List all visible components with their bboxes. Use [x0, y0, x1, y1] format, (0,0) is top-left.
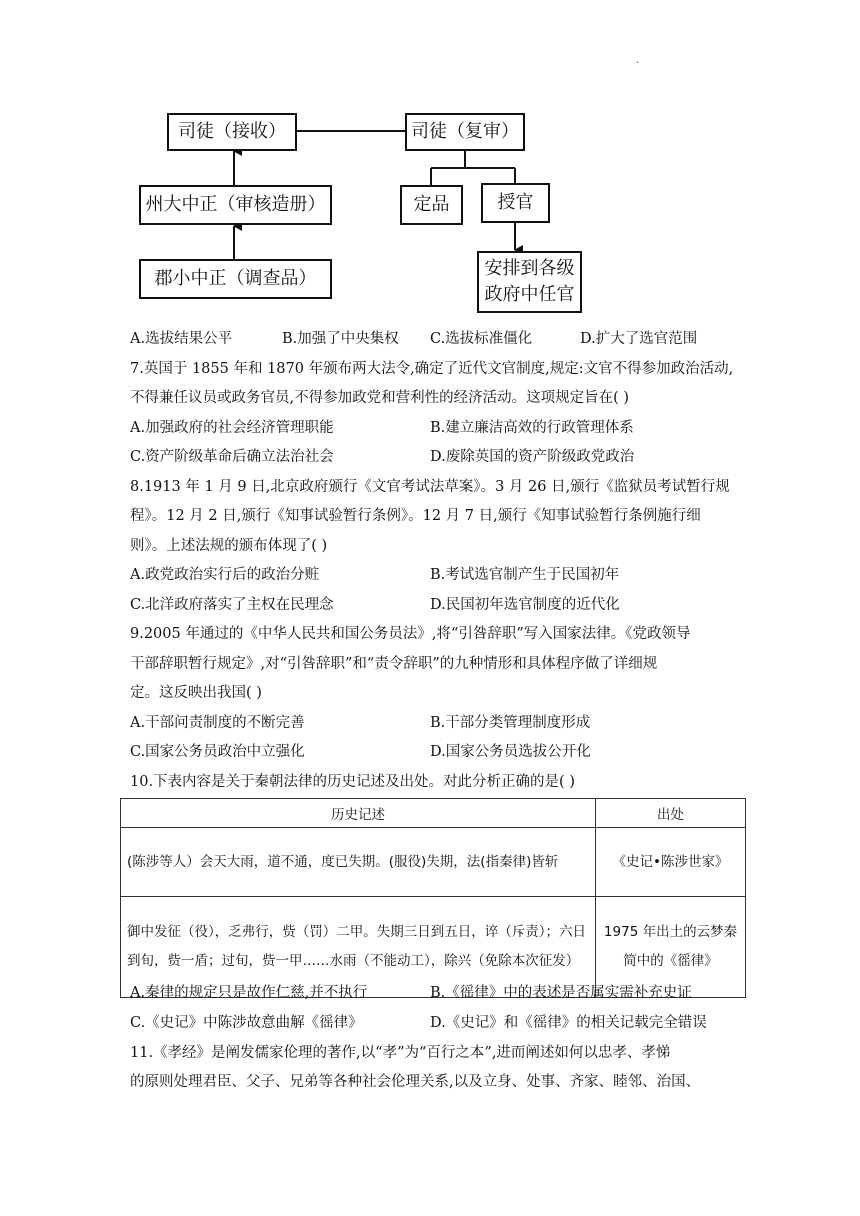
q9-option-c: C.国家公务员政治中立强化 [130, 744, 305, 760]
q8-option-b: B.考试选官制产生于民国初年 [430, 567, 620, 583]
q9-option-b: B.干部分类管理制度形成 [430, 715, 591, 731]
q8-option-a: A.政党政治实行后的政治分赃 [130, 567, 320, 583]
q8-option-c: C.北洋政府落实了主权在民理念 [130, 597, 334, 613]
q6-option-b: B.加强了中央集权 [282, 331, 399, 347]
box-jun-zhongzheng: 郡小中正（调查品） [139, 259, 332, 299]
q9-option-a: A.干部问责制度的不断完善 [130, 715, 305, 731]
q6-option-a: A.选拔结果公平 [130, 331, 233, 347]
q10-option-a: A.秦律的规定只是故作仁慈,并不执行 [130, 985, 368, 1001]
q11-stem-line1: 11.《孝经》是阐发儒家伦理的著作,以“孝”为“百行之本”,进而阐述如何以忠孝、孝悌 [130, 1045, 671, 1061]
page-mark: · [636, 58, 640, 69]
q9-option-d: D.国家公务员选拔公开化 [430, 744, 591, 760]
table-row [121, 828, 746, 897]
box-situ-receive: 司徒（接收） [167, 113, 297, 151]
table-header-source: 出处 [596, 799, 746, 828]
q10-option-b: B.《徭律》中的表述是否属实需补充史证 [430, 985, 692, 1001]
box-appoint: 安排到各级 政府中任官 [477, 251, 582, 313]
q7-stem-line1: 7.英国于 1855 年和 1870 年颁布两大法令,确定了近代文官制度,规定:文官不得参加政治活动, [130, 361, 734, 377]
box-zhou-zhongzheng: 州大中正（审核造册） [139, 185, 332, 225]
q10-stem: 10.下表内容是关于秦朝法律的历史记述及出处。对此分析正确的是( ) [130, 774, 575, 790]
q9-stem-line3: 定。这反映出我国( ) [130, 685, 262, 701]
table-cell-record: 御中发征（役），乏弗行，赀（罚）二甲。失期三日到五日，谇（斥责）；六日到旬，赀一盾；过旬，赀一甲……水雨（不能动工），除兴（免除本次征发） [121, 897, 596, 998]
box-dingpin: 定品 [400, 185, 463, 225]
history-table [120, 798, 746, 998]
table-header-record: 历史记述 [121, 799, 596, 828]
q7-stem-line2: 不得兼任议员或政务官员,不得参加政党和营利性的经济活动。这项规定旨在( ) [130, 390, 630, 406]
q8-option-d: D.民国初年选官制度的近代化 [430, 597, 620, 613]
q10-option-d: D.《史记》和《徭律》的相关记载完全错误 [430, 1015, 707, 1031]
q7-option-b: B.建立廉洁高效的行政管理体系 [430, 420, 634, 436]
table-cell-record: (陈涉等人）会天大雨，道不通，度已失期。(服役)失期，法(指秦律)皆斩 [121, 828, 596, 897]
table-cell-source: 《史记•陈涉世家》 [596, 828, 746, 897]
q9-stem-line1: 9.2005 年通过的《中华人民共和国公务员法》,将“引咎辞职”写入国家法律。《党政领导 [130, 626, 691, 642]
q9-stem-line2: 干部辞职暂行规定》,对“引咎辞职”和“责令辞职”的九种情形和具体程序做了详细规 [130, 656, 658, 672]
q7-option-a: A.加强政府的社会经济管理职能 [130, 420, 334, 436]
q7-option-c: C.资产阶级革命后确立法治社会 [130, 449, 334, 465]
q10-option-c: C.《史记》中陈涉故意曲解《徭律》 [130, 1015, 363, 1031]
flow-diagram-connectors [0, 0, 860, 330]
box-shouguan: 授官 [481, 183, 550, 223]
q8-stem-line2: 程》。12 月 2 日,颁行《知事试验暂行条例》。12 月 7 日,颁行《知事试验暂行条例施行细 [130, 508, 701, 524]
q6-option-c: C.选拔标准僵化 [430, 331, 533, 347]
q11-stem-line2: 的原则处理君臣、父子、兄弟等各种社会伦理关系,以及立身、处事、齐家、睦邻、治国、 [130, 1074, 701, 1090]
q8-stem-line3: 则》。上述法规的颁布体现了( ) [130, 538, 328, 554]
q7-option-d: D.废除英国的资产阶级政党政治 [430, 449, 635, 465]
q6-option-d: D.扩大了选官范围 [580, 331, 698, 347]
box-situ-review: 司徒（复审） [405, 113, 525, 151]
q8-stem-line1: 8.1913 年 1 月 9 日,北京政府颁行《文官考试法草案》。3 月 26 日,颁行《监狱员考试暂行规 [130, 479, 730, 495]
table-cell-source: 1975 年出土的云梦秦简中的《徭律》 [596, 897, 746, 998]
